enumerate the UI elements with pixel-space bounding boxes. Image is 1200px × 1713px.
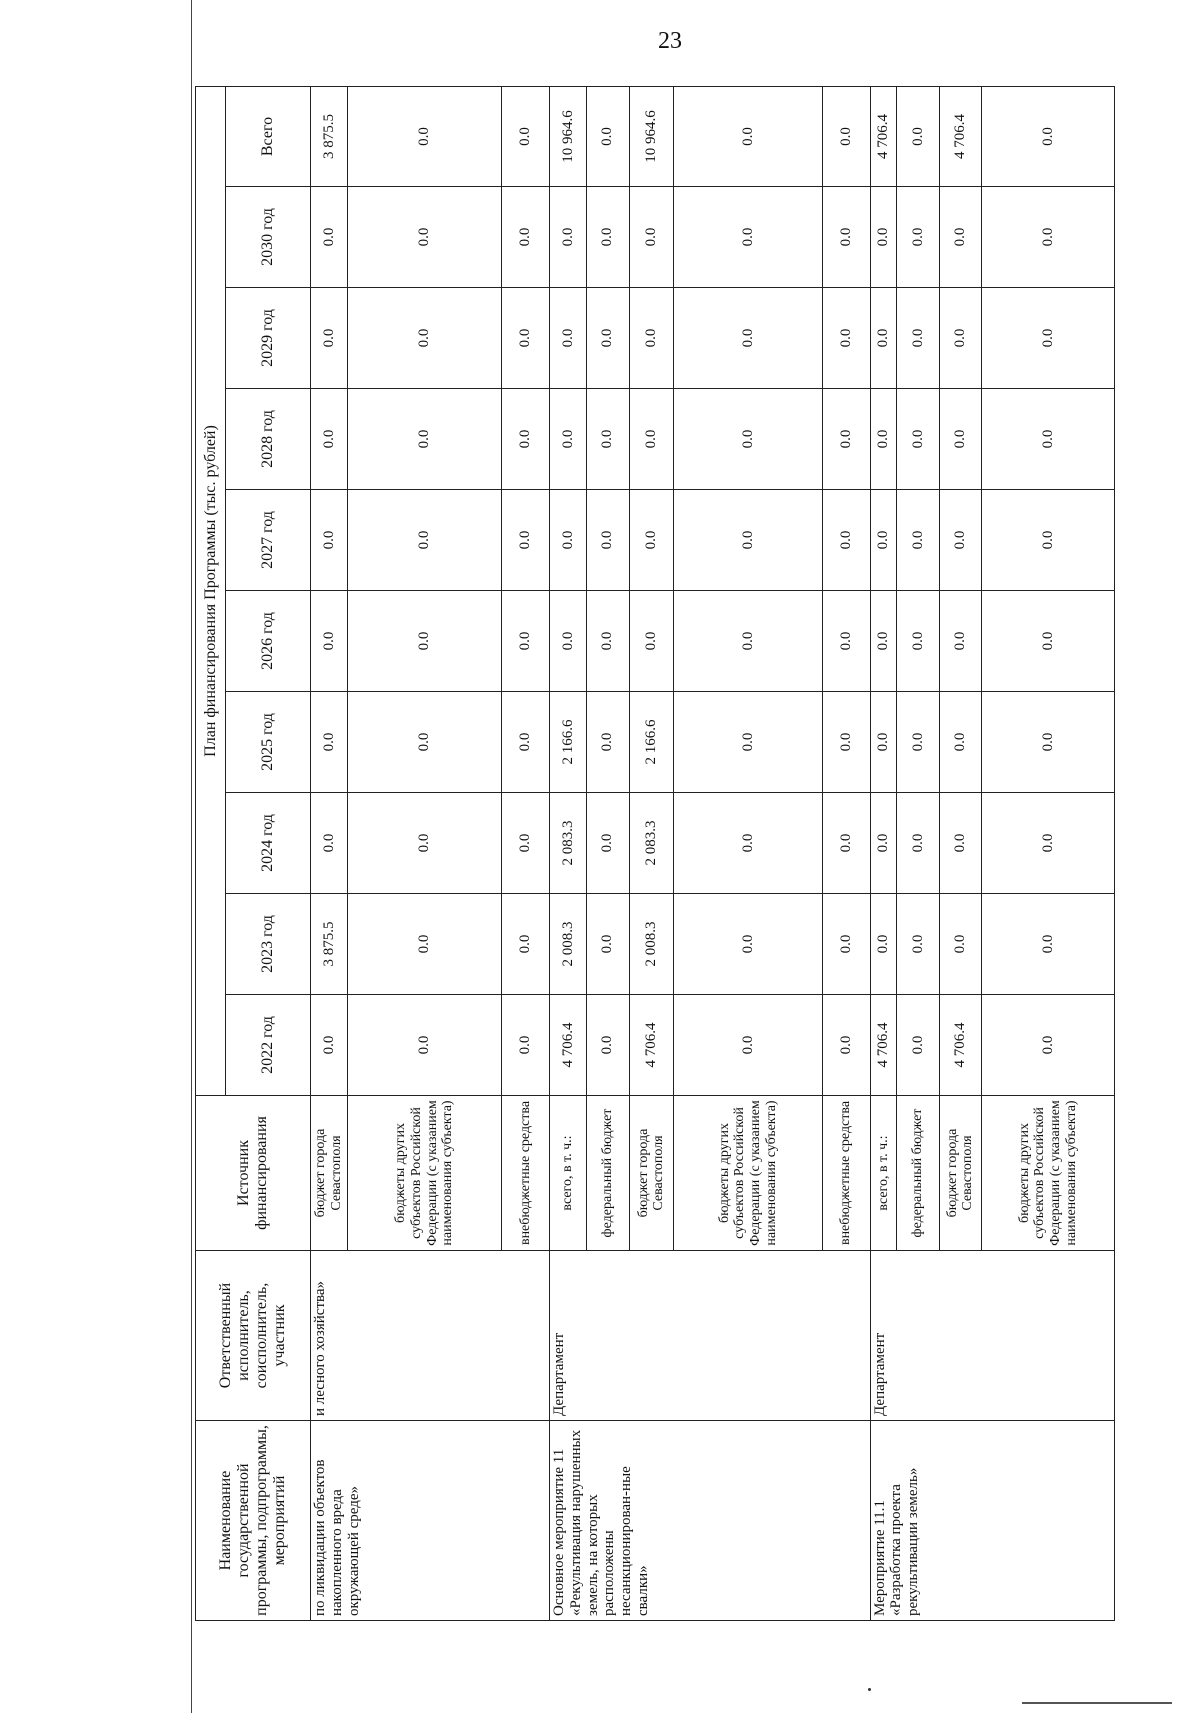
rotated-table-container — [195, 86, 1115, 1621]
year-value-cell: 0.0 — [939, 389, 981, 490]
year-value-cell: 2 166.6 — [629, 692, 674, 793]
year-value-cell: 0.0 — [629, 389, 674, 490]
funding-source-cell: всего, в т. ч.: — [549, 1096, 586, 1251]
year-value-cell: 0.0 — [982, 894, 1115, 995]
bottom-rule — [1022, 1702, 1172, 1704]
year-value-cell: 0.0 — [348, 692, 502, 793]
year-value-cell: 0.0 — [587, 591, 629, 692]
header-source: Источник финансирования — [196, 1096, 311, 1251]
year-value-cell: 0.0 — [587, 894, 629, 995]
year-value-cell: 0.0 — [587, 288, 629, 389]
year-value-cell: 0.0 — [502, 490, 550, 591]
year-value-cell: 0.0 — [674, 591, 823, 692]
year-value-cell: 0.0 — [982, 793, 1115, 894]
year-value-cell: 0.0 — [311, 591, 348, 692]
table-row — [549, 86, 586, 1620]
year-value-cell: 0.0 — [587, 187, 629, 288]
year-value-cell: 0.0 — [822, 389, 870, 490]
total-value-cell: 0.0 — [897, 86, 939, 186]
year-value-cell: 0.0 — [822, 692, 870, 793]
year-value-cell: 0.0 — [587, 995, 629, 1096]
year-value-cell: 0.0 — [870, 692, 897, 793]
funding-source-cell: бюджеты других субъектов Российской Федерации (с указанием наименования субъекта) — [674, 1096, 823, 1251]
year-value-cell: 0.0 — [549, 389, 586, 490]
header-responsible: Ответственный исполнитель, соисполнитель, участник — [196, 1251, 311, 1421]
year-value-cell: 0.0 — [502, 591, 550, 692]
year-value-cell: 0.0 — [897, 793, 939, 894]
funding-source-cell: бюджет города Севастополя — [939, 1096, 981, 1251]
total-value-cell: 3 875.5 — [311, 86, 348, 186]
header-year: 2029 год — [226, 288, 311, 389]
year-value-cell: 0.0 — [348, 187, 502, 288]
header-total: Всего — [226, 86, 311, 186]
year-value-cell: 0.0 — [502, 389, 550, 490]
total-value-cell: 0.0 — [982, 86, 1115, 186]
total-value-cell: 0.0 — [674, 86, 823, 186]
year-value-cell: 0.0 — [502, 187, 550, 288]
total-value-cell: 10 964.6 — [629, 86, 674, 186]
year-value-cell: 0.0 — [549, 187, 586, 288]
year-value-cell: 0.0 — [348, 591, 502, 692]
funding-source-cell: федеральный бюджет — [897, 1096, 939, 1251]
year-value-cell: 0.0 — [897, 389, 939, 490]
year-value-cell: 0.0 — [587, 389, 629, 490]
year-value-cell: 4 706.4 — [629, 995, 674, 1096]
year-value-cell: 0.0 — [939, 894, 981, 995]
program-name-cell: Мероприятие 11.1 «Разработка проекта рекультивации земель» — [870, 1421, 1114, 1621]
year-value-cell: 0.0 — [982, 288, 1115, 389]
header-plan: План финансирования Программы (тыс. рублей) — [196, 86, 226, 1095]
year-value-cell: 4 706.4 — [549, 995, 586, 1096]
year-value-cell: 0.0 — [897, 591, 939, 692]
year-value-cell: 0.0 — [674, 389, 823, 490]
funding-source-cell: бюджеты других субъектов Российской Федерации (с указанием наименования субъекта) — [982, 1096, 1115, 1251]
year-value-cell: 0.0 — [629, 591, 674, 692]
year-value-cell: 0.0 — [549, 490, 586, 591]
year-value-cell: 0.0 — [897, 692, 939, 793]
funding-source-cell: бюджет города Севастополя — [629, 1096, 674, 1251]
table-row — [311, 86, 348, 1620]
year-value-cell: 4 706.4 — [939, 995, 981, 1096]
year-value-cell: 0.0 — [870, 591, 897, 692]
header-year: 2022 год — [226, 995, 311, 1096]
year-value-cell: 0.0 — [822, 288, 870, 389]
year-value-cell: 0.0 — [348, 894, 502, 995]
total-value-cell: 0.0 — [502, 86, 550, 186]
year-value-cell: 0.0 — [311, 288, 348, 389]
year-value-cell: 3 875.5 — [311, 894, 348, 995]
year-value-cell: 0.0 — [822, 591, 870, 692]
total-value-cell: 4 706.4 — [939, 86, 981, 186]
year-value-cell: 0.0 — [870, 288, 897, 389]
total-value-cell: 4 706.4 — [870, 86, 897, 186]
table-row — [870, 86, 897, 1620]
header-year: 2030 год — [226, 187, 311, 288]
year-value-cell: 0.0 — [674, 288, 823, 389]
year-value-cell: 0.0 — [311, 995, 348, 1096]
year-value-cell: 0.0 — [587, 793, 629, 894]
header-name: Наименование государственной программы, подпрограммы, мероприятий — [196, 1421, 311, 1621]
year-value-cell: 0.0 — [822, 187, 870, 288]
year-value-cell: 0.0 — [674, 692, 823, 793]
total-value-cell: 10 964.6 — [549, 86, 586, 186]
year-value-cell: 0.0 — [822, 490, 870, 591]
year-value-cell: 0.0 — [870, 187, 897, 288]
year-value-cell: 0.0 — [982, 187, 1115, 288]
program-name-cell: Основное мероприятие 11 «Рекультивация нарушенных земель, на которых расположены несанкционирован-ные свалки» — [549, 1421, 870, 1621]
total-value-cell: 0.0 — [348, 86, 502, 186]
year-value-cell: 0.0 — [674, 995, 823, 1096]
funding-source-cell: бюджет города Севастополя — [311, 1096, 348, 1251]
total-value-cell: 0.0 — [822, 86, 870, 186]
year-value-cell: 0.0 — [870, 389, 897, 490]
header-year: 2024 год — [226, 793, 311, 894]
year-value-cell: 0.0 — [629, 490, 674, 591]
year-value-cell: 0.0 — [982, 591, 1115, 692]
year-value-cell: 0.0 — [939, 288, 981, 389]
year-value-cell: 0.0 — [502, 288, 550, 389]
year-value-cell: 0.0 — [587, 692, 629, 793]
responsible-cell: Департамент — [549, 1251, 870, 1421]
funding-source-cell: всего, в т. ч.: — [870, 1096, 897, 1251]
funding-source-cell: бюджеты других субъектов Российской Федерации (с указанием наименования субъекта) — [348, 1096, 502, 1251]
year-value-cell: 0.0 — [587, 490, 629, 591]
year-value-cell: 2 008.3 — [629, 894, 674, 995]
year-value-cell: 2 166.6 — [549, 692, 586, 793]
funding-source-cell: внебюджетные средства — [822, 1096, 870, 1251]
year-value-cell: 0.0 — [502, 793, 550, 894]
year-value-cell: 0.0 — [348, 389, 502, 490]
year-value-cell: 0.0 — [822, 793, 870, 894]
year-value-cell: 0.0 — [870, 793, 897, 894]
year-value-cell: 0.0 — [822, 995, 870, 1096]
year-value-cell: 0.0 — [897, 187, 939, 288]
left-margin-line — [191, 0, 192, 1713]
year-value-cell: 0.0 — [348, 793, 502, 894]
year-value-cell: 0.0 — [982, 490, 1115, 591]
year-value-cell: 0.0 — [939, 793, 981, 894]
year-value-cell: 0.0 — [982, 995, 1115, 1096]
header-year: 2023 год — [226, 894, 311, 995]
year-value-cell: 4 706.4 — [870, 995, 897, 1096]
header-year: 2025 год — [226, 692, 311, 793]
responsible-cell: Департамент — [870, 1251, 1114, 1421]
year-value-cell: 0.0 — [822, 894, 870, 995]
year-value-cell: 0.0 — [502, 995, 550, 1096]
responsible-cell: и лесного хозяйства» — [311, 1251, 550, 1421]
year-value-cell: 0.0 — [939, 187, 981, 288]
year-value-cell: 0.0 — [311, 187, 348, 288]
year-value-cell: 2 008.3 — [549, 894, 586, 995]
financing-table — [195, 86, 1115, 1621]
year-value-cell: 0.0 — [897, 288, 939, 389]
year-value-cell: 0.0 — [311, 490, 348, 591]
header-year: 2026 год — [226, 591, 311, 692]
year-value-cell: 0.0 — [549, 591, 586, 692]
page-number: 23 — [658, 28, 682, 54]
header-year: 2027 год — [226, 490, 311, 591]
year-value-cell: 0.0 — [502, 692, 550, 793]
year-value-cell: 0.0 — [939, 591, 981, 692]
funding-source-cell: федеральный бюджет — [587, 1096, 629, 1251]
year-value-cell: 0.0 — [870, 894, 897, 995]
year-value-cell: 0.0 — [939, 692, 981, 793]
year-value-cell: 0.0 — [897, 894, 939, 995]
year-value-cell: 0.0 — [629, 187, 674, 288]
year-value-cell: 0.0 — [982, 692, 1115, 793]
total-value-cell: 0.0 — [587, 86, 629, 186]
year-value-cell: 0.0 — [549, 288, 586, 389]
year-value-cell: 0.0 — [311, 692, 348, 793]
year-value-cell: 0.0 — [348, 490, 502, 591]
year-value-cell: 0.0 — [674, 894, 823, 995]
year-value-cell: 0.0 — [982, 389, 1115, 490]
year-value-cell: 0.0 — [674, 187, 823, 288]
year-value-cell: 0.0 — [897, 995, 939, 1096]
header-year: 2028 год — [226, 389, 311, 490]
year-value-cell: 0.0 — [897, 490, 939, 591]
year-value-cell: 0.0 — [311, 793, 348, 894]
year-value-cell: 0.0 — [674, 793, 823, 894]
year-value-cell: 0.0 — [674, 490, 823, 591]
year-value-cell: 2 083.3 — [549, 793, 586, 894]
funding-source-cell: внебюджетные средства — [502, 1096, 550, 1251]
year-value-cell: 0.0 — [348, 288, 502, 389]
year-value-cell: 0.0 — [311, 389, 348, 490]
year-value-cell: 0.0 — [502, 894, 550, 995]
year-value-cell: 0.0 — [870, 490, 897, 591]
year-value-cell: 0.0 — [629, 288, 674, 389]
year-value-cell: 0.0 — [348, 995, 502, 1096]
program-name-cell: по ликвидации объектов накопленного вреда окружающей среде» — [311, 1421, 550, 1621]
page-dot — [868, 1688, 871, 1691]
year-value-cell: 2 083.3 — [629, 793, 674, 894]
year-value-cell: 0.0 — [939, 490, 981, 591]
table-body — [311, 86, 1115, 1620]
